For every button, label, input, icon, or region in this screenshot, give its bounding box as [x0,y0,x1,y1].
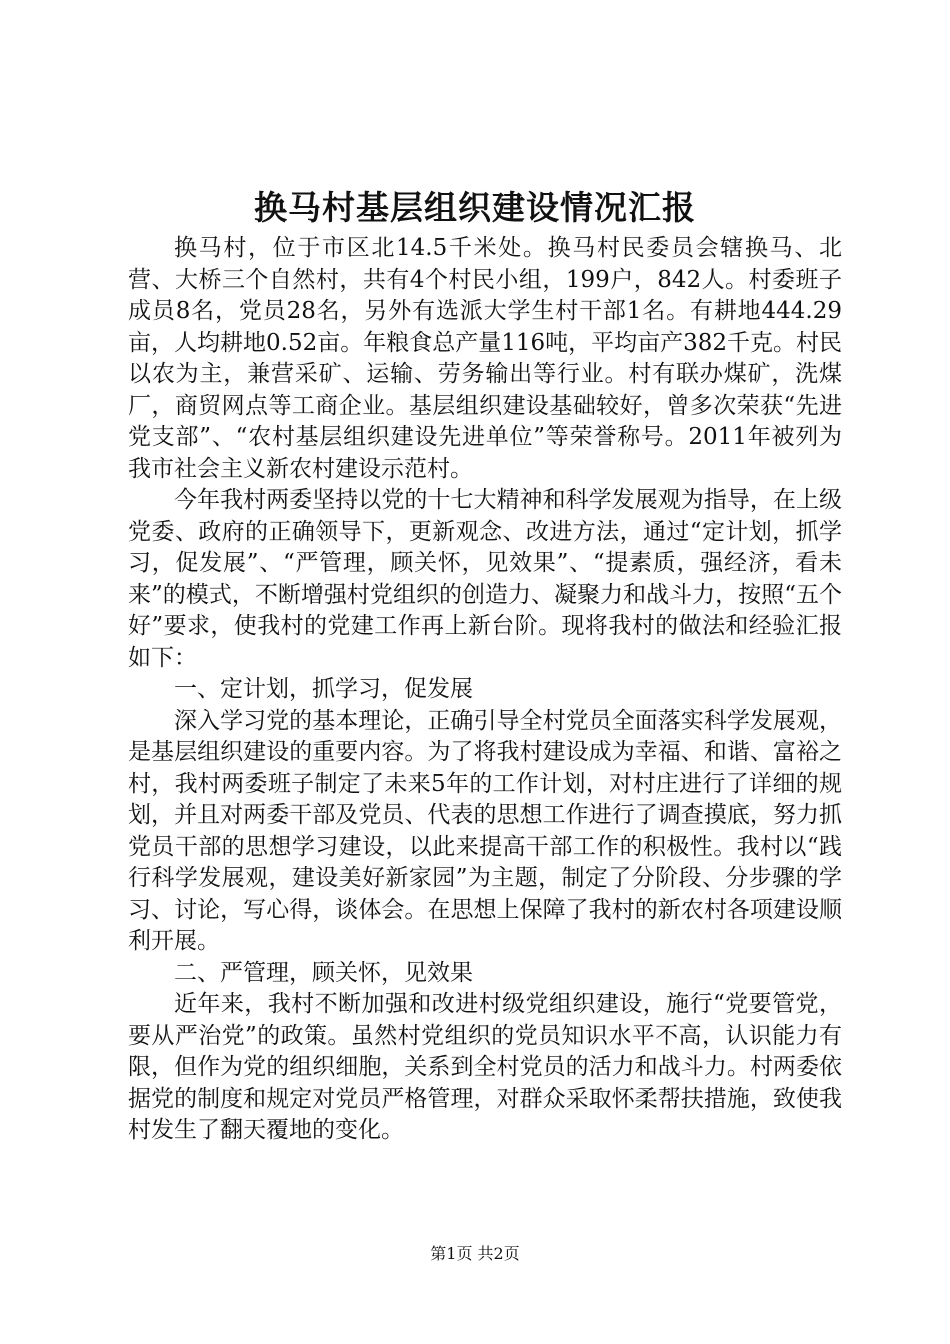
document-title: 换马村基层组织建设情况汇报 [254,188,696,227]
paragraph-section-1: 深入学习党的基本理论，正确引导全村党员全面落实科学发展观，是基层组织建设的重要内容。为了将我村建设成为幸福、和谐、富裕之村，我村两委班子制定了未来5年的工作计划，对村庄进行了详细的规划，并且对两委干部及党员、代表的思想工作进行了调查摸底，努力抓党员干部的思想学习建设，以此来提高干部工作的积极性。我村以“践行科学发展观，建设美好新家园”为主题，制定了分阶段、分步骤的学习、讨论，写心得，谈体会。在思想上保障了我村的新农村各项建设顺利开展。 [128,707,842,954]
section-heading-1: 一、定计划，抓学习，促发展 [174,676,473,702]
paragraph-intro: 换马村，位于市区北14.5千米处。换马村民委员会辖换马、北营、大桥三个自然村，共有4个村民小组，199户，842人。村委班子成员8名，党员28名，另外有选派大学生村干部1名。有耕地444.29亩，人均耕地0.52亩。年粮食总产量116吨，平均亩产382千克。村民以农为主，兼营采矿、运输、劳务输出等行业。村有联办煤矿，洗煤厂，商贸网点等工商企业。基层组织建设基础较好，曾多次荣获“先进党支部”、“农村基层组织建设先进单位”等荣誉称号。2011年被列为我市社会主义新农村建设示范村。 [128,235,843,482]
page-number-footer: 第1页 共2页 [430,1244,520,1263]
paragraph-section-2: 近年来，我村不断加强和改进村级党组织建设，施行“党要管党，要从严治党”的政策。虽然村党组织的党员知识水平不高，认识能力有限，但作为党的组织细胞，关系到全村党员的活力和战斗力。村两委依据党的制度和规定对党员严格管理，对群众采取怀柔帮扶措施，致使我村发生了翻天覆地的变化。 [128,991,842,1143]
document-body [128,233,842,1147]
paragraph-overview: 今年我村两委坚持以党的十七大精神和科学发展观为指导，在上级党委、政府的正确领导下，更新观念、改进方法，通过“定计划，抓学习，促发展”、“严管理，顾关怀，见效果”、“提素质，强经济，看未来”的模式，不断增强村党组织的创造力、凝聚力和战斗力，按照“五个好”要求，使我村的党建工作再上新台阶。现将我村的做法和经验汇报如下： [128,487,842,671]
section-heading-2: 二、严管理，顾关怀，见效果 [174,959,473,986]
